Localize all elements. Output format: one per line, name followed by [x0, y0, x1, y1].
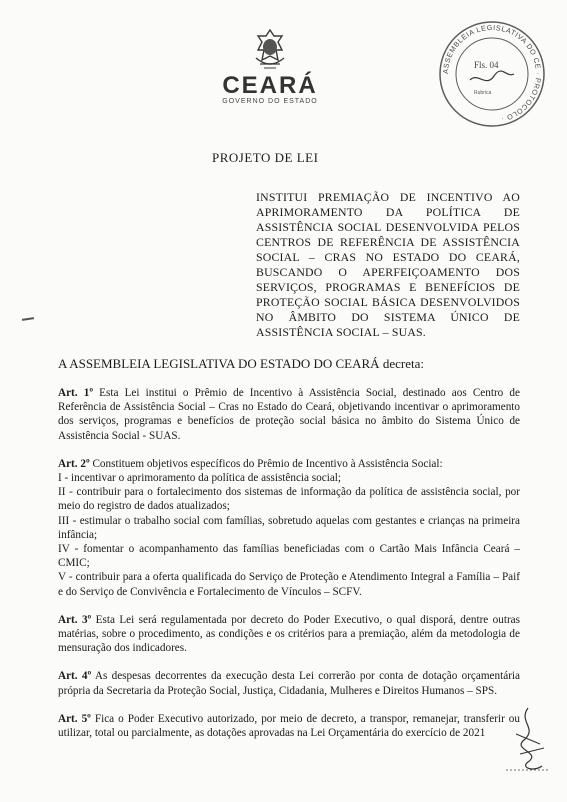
ceara-government-logo [222, 28, 318, 105]
enactment-clause [58, 356, 424, 372]
list-item: V - contribuir para a oferta qualificada do Serviço de Proteção e Atendimento Integral a Família – Paif e do Serviço de Convivência e Fortalecimento de Vínculos – SCFV. [58, 571, 520, 598]
coat-of-arms-icon [250, 28, 290, 70]
article-label: Art. 1º [58, 387, 94, 399]
article-label: Art. 3º [58, 613, 92, 626]
article-4 [58, 669, 520, 697]
margin-mark [22, 317, 34, 321]
enactment-clause-bold: A ASSEMBLEIA LEGISLATIVA DO ESTADO DO CEARÁ [58, 356, 380, 371]
stamp-ring-text: ASSEMBLEIA LEGISLATIVA DO CE · PROTOCOLO · [440, 22, 544, 125]
page-title: PROJETO DE LEI [212, 150, 319, 165]
list-item: II - contribuir para o fortalecimento dos sistemas de informação da política de assistência social, por meio do registro de dados atualizados; [58, 486, 520, 513]
stamp-rubric-label: Rubrica [474, 90, 492, 96]
handwritten-signature [498, 704, 558, 776]
stamp-signature-mark [470, 71, 514, 81]
article-text: As despesas decorrentes da execução desta Lei correrão por conta de dotação orçamentária própria da Secretaria da Proteção Social, Justiça, Cidadania, Mulheres e Direitos Humanos – SPS. [58, 670, 520, 697]
enactment-clause-rest: decreta: [379, 356, 424, 371]
stamp-page-number: Fls. 04 [474, 60, 499, 70]
protocol-stamp [436, 18, 548, 130]
article-text: Esta Lei institui o Prêmio de Incentivo à Assistência Social, destinado aos Centro de Referência de Assistência Social – Cras no Estado do Ceará, objetivando incentivar o aprimoramento dos serviços, programas e benefícios de proteção social básica no âmbito do Sistema Único de Assistência Social - SUAS. [58, 387, 520, 442]
article-5 [58, 712, 520, 740]
list-item: III - estimular o trabalho social com famílias, sobretudo aquelas com gestantes e crianças na primeira infância; [58, 514, 520, 541]
article-1 [58, 386, 520, 443]
list-item: IV - fomentar o acompanhamento das famílias beneficiadas com o Cartão Mais Infância Ceará – CMIC; [58, 543, 520, 570]
list-item: I - incentivar o aprimoramento da política de assistência social; [58, 472, 342, 485]
article-3 [58, 613, 520, 656]
logo-subtitle: GOVERNO DO ESTADO [222, 98, 318, 105]
law-body [58, 386, 520, 754]
article-text: Esta Lei será regulamentada por decreto do Poder Executivo, o qual disporá, dentre outras matérias, sobre o procedimento, as condições e os critérios para a premiação, além da metodologia de mensuração dos indicadores. [58, 613, 520, 655]
article-label: Art. 5º [58, 712, 91, 725]
article-2 [58, 457, 520, 599]
article-text: Constituem objetivos específicos do Prêmio de Incentivo à Assistência Social: [89, 457, 443, 470]
article-label: Art. 2º [58, 457, 90, 470]
article-label: Art. 4º [58, 670, 92, 683]
logo-brand-text: CEARÁ [222, 72, 318, 99]
ementa-summary: INSTITUI PREMIAÇÃO DE INCENTIVO AO APRIMORAMENTO DA POLÍTICA DE ASSISTÊNCIA SOCIAL DESENVOLVIDA PELOS CENTROS DE REFERÊNCIA DE ASSISTÊNCIA SOCIAL – CRAS NO ESTADO DO CEARÁ, BUSCANDO O APERFEIÇOAMENTO DOS SERVIÇOS, PROGRAMAS E BENEFÍCIOS DE PROTEÇÃO SOCIAL BÁSICA DESENVOLVIDOS NO ÂMBITO DO SISTEMA ÚNICO DE ASSISTÊNCIA SOCIAL – SUAS. [256, 190, 520, 339]
article-text: Fica o Poder Executivo autorizado, por meio de decreto, a transpor, remanejar, transferir ou utilizar, total ou parcialmente, as dotações aprovadas na Lei Orçamentária do exercício de 2021 [58, 712, 520, 740]
